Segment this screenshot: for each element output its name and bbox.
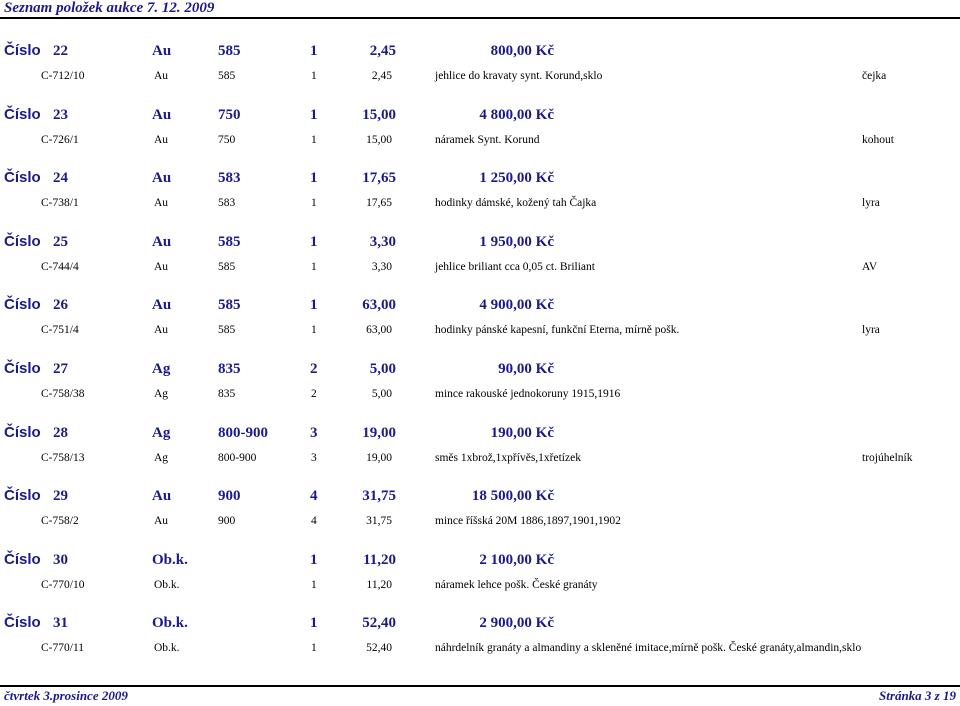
cislo-label: Číslo	[4, 42, 41, 59]
item-detail-row	[0, 131, 960, 149]
item-pieces: 1	[310, 233, 318, 250]
item-metal: Au	[152, 170, 172, 187]
item-price: 1 950,00 Kč	[479, 233, 554, 250]
auction-item	[0, 40, 960, 104]
title-divider	[0, 17, 960, 19]
item-sub-pieces: 3	[311, 451, 317, 464]
item-sub-pieces: 4	[311, 515, 317, 528]
item-tag: lyra	[862, 197, 880, 210]
item-detail-row	[0, 67, 960, 85]
item-sub-metal: Ob.k.	[154, 642, 180, 655]
item-description: jehlice do kravaty synt. Korund,sklo	[435, 70, 603, 82]
item-sub-weight: 17,65	[366, 197, 392, 210]
item-description: směs 1xbrož,1xpřívěs,1xřetízek	[435, 451, 581, 464]
item-sub-metal: Ag	[154, 387, 169, 400]
item-pieces: 4	[310, 488, 318, 505]
item-sub-fineness: 585	[218, 70, 236, 82]
item-code: C-770/10	[41, 578, 85, 591]
item-number: 28	[53, 424, 68, 441]
item-summary-row	[0, 231, 960, 253]
item-detail-row	[0, 194, 960, 212]
item-detail-row	[0, 449, 960, 467]
auction-item	[0, 231, 960, 295]
item-summary-row	[0, 294, 960, 316]
item-number: 23	[53, 106, 68, 123]
item-sub-fineness: 585	[218, 324, 236, 337]
item-detail-row	[0, 321, 960, 339]
item-sub-fineness: 900	[218, 515, 236, 528]
footer-date: čtvrtek 3.prosince 2009	[4, 688, 128, 703]
item-pieces: 1	[310, 297, 318, 314]
item-summary-row	[0, 549, 960, 571]
item-weight: 19,00	[362, 424, 396, 441]
item-fineness: 750	[218, 106, 241, 123]
item-sub-pieces: 1	[311, 70, 317, 82]
item-tag: AV	[862, 260, 878, 273]
item-number: 27	[53, 360, 68, 377]
item-metal: Au	[152, 43, 172, 59]
item-pieces: 2	[310, 360, 318, 377]
item-fineness: 835	[218, 360, 241, 377]
item-sub-metal: Au	[154, 260, 169, 273]
item-detail-row	[0, 258, 960, 276]
auction-item	[0, 294, 960, 358]
item-price: 4 800,00 Kč	[479, 106, 554, 123]
auction-item	[0, 104, 960, 168]
item-description: náramek Synt. Korund	[435, 133, 540, 146]
item-sub-fineness: 585	[218, 260, 236, 273]
item-detail-row	[0, 576, 960, 594]
item-number: 22	[53, 43, 68, 59]
item-sub-weight: 19,00	[366, 451, 392, 464]
auction-item	[0, 549, 960, 613]
cislo-label: Číslo	[4, 487, 41, 505]
item-price: 190,00 Kč	[490, 424, 554, 441]
item-weight: 2,45	[369, 43, 396, 59]
item-number: 31	[53, 615, 68, 632]
item-sub-metal: Au	[154, 133, 169, 146]
item-code: C-758/13	[41, 451, 85, 464]
item-number: 30	[53, 551, 68, 568]
item-fineness: 585	[218, 297, 241, 314]
item-metal: Au	[152, 233, 172, 250]
item-price: 4 900,00 Kč	[479, 297, 554, 314]
cislo-label: Číslo	[4, 423, 41, 441]
item-sub-weight: 63,00	[366, 324, 392, 337]
auction-item	[0, 612, 960, 676]
item-sub-metal: Au	[154, 515, 169, 528]
item-detail-row	[0, 639, 960, 657]
item-sub-weight: 15,00	[366, 133, 392, 146]
item-price: 800,00 Kč	[490, 43, 554, 59]
item-sub-pieces: 1	[311, 642, 317, 655]
item-weight: 3,30	[369, 233, 396, 250]
auction-item-list	[0, 40, 960, 676]
item-price: 90,00 Kč	[498, 360, 554, 377]
cislo-label: Číslo	[4, 359, 41, 377]
item-fineness: 800-900	[218, 424, 268, 441]
item-metal: Au	[152, 297, 172, 314]
item-weight: 11,20	[363, 551, 396, 568]
item-fineness: 585	[218, 43, 241, 59]
item-weight: 5,00	[369, 360, 396, 377]
item-sub-weight: 2,45	[371, 70, 392, 82]
item-sub-weight: 31,75	[366, 515, 392, 528]
item-code: C-758/38	[41, 387, 85, 400]
item-number: 25	[53, 233, 68, 250]
auction-item	[0, 485, 960, 549]
item-code: C-744/4	[41, 260, 79, 273]
item-code: C-726/1	[41, 133, 79, 146]
item-description: náhrdelník granáty a almandiny a skleněné imitace,mírně pošk. České granáty,almandin,sklo	[435, 642, 862, 655]
item-tag: lyra	[862, 324, 880, 337]
item-sub-weight: 52,40	[366, 642, 392, 655]
footer-page-number: Stránka 3 z 19	[879, 688, 956, 703]
cislo-label: Číslo	[4, 232, 41, 250]
item-description: jehlice briliant cca 0,05 ct. Briliant	[435, 260, 595, 273]
item-price: 2 900,00 Kč	[479, 615, 554, 632]
item-pieces: 3	[310, 424, 318, 441]
item-sub-pieces: 1	[311, 260, 317, 273]
item-metal: Ag	[152, 360, 171, 377]
item-weight: 15,00	[362, 106, 396, 123]
item-sub-fineness: 835	[218, 387, 236, 400]
cislo-label: Číslo	[4, 169, 41, 187]
item-metal: Au	[152, 488, 172, 505]
item-metal: Au	[152, 106, 172, 123]
item-price: 2 100,00 Kč	[479, 551, 554, 568]
item-fineness: 583	[218, 170, 241, 187]
item-sub-pieces: 2	[311, 387, 317, 400]
item-summary-row	[0, 358, 960, 380]
item-sub-metal: Ob.k.	[154, 578, 180, 591]
item-detail-row	[0, 512, 960, 530]
item-pieces: 1	[310, 43, 318, 59]
page-title: Seznam položek aukce 7. 12. 2009	[4, 0, 215, 16]
item-number: 29	[53, 488, 68, 505]
item-sub-metal: Au	[154, 197, 169, 210]
item-price: 1 250,00 Kč	[479, 170, 554, 187]
item-tag: čejka	[862, 70, 887, 82]
item-summary-row	[0, 422, 960, 444]
item-description: mince říšská 20M 1886,1897,1901,1902	[435, 515, 621, 528]
item-summary-row	[0, 612, 960, 634]
item-description: hodinky pánské kapesní, funkční Eterna, mírně pošk.	[435, 324, 680, 337]
item-sub-weight: 3,30	[371, 260, 392, 273]
item-sub-metal: Au	[154, 324, 169, 337]
item-description: hodinky dámské, kožený tah Čajka	[435, 197, 597, 210]
item-code: C-758/2	[41, 515, 79, 528]
item-pieces: 1	[310, 551, 318, 568]
item-sub-metal: Au	[154, 70, 169, 82]
item-tag: trojúhelník	[862, 451, 913, 464]
item-sub-pieces: 1	[311, 578, 317, 591]
item-code: C-712/10	[41, 70, 85, 82]
item-code: C-751/4	[41, 324, 79, 337]
item-sub-pieces: 1	[311, 197, 317, 210]
item-metal: Ag	[152, 424, 171, 441]
item-description: náramek lehce pošk. České granáty	[435, 578, 598, 591]
item-summary-row	[0, 485, 960, 507]
item-weight: 17,65	[362, 170, 396, 187]
cislo-label: Číslo	[4, 550, 41, 568]
footer-divider	[0, 685, 960, 687]
item-sub-weight: 5,00	[371, 387, 392, 400]
item-fineness: 585	[218, 233, 241, 250]
item-sub-metal: Ag	[154, 451, 169, 464]
cislo-label: Číslo	[4, 105, 41, 123]
item-sub-pieces: 1	[311, 324, 317, 337]
auction-item	[0, 358, 960, 422]
item-code: C-738/1	[41, 197, 79, 210]
item-pieces: 1	[310, 170, 318, 187]
item-tag: kohout	[862, 133, 894, 146]
item-price: 18 500,00 Kč	[471, 488, 554, 505]
item-summary-row	[0, 40, 960, 62]
item-fineness: 900	[218, 488, 241, 505]
item-pieces: 1	[310, 615, 318, 632]
item-metal: Ob.k.	[152, 551, 188, 568]
item-detail-row	[0, 385, 960, 403]
item-summary-row	[0, 104, 960, 126]
item-weight: 52,40	[362, 615, 396, 632]
cislo-label: Číslo	[4, 614, 41, 632]
auction-item	[0, 422, 960, 486]
item-weight: 31,75	[362, 488, 396, 505]
item-sub-fineness: 750	[218, 133, 236, 146]
item-number: 24	[53, 170, 68, 187]
item-weight: 63,00	[362, 297, 396, 314]
auction-item	[0, 167, 960, 231]
item-sub-weight: 11,20	[366, 578, 392, 591]
item-summary-row	[0, 167, 960, 189]
item-number: 26	[53, 297, 68, 314]
item-sub-fineness: 800-900	[218, 451, 257, 464]
item-code: C-770/11	[41, 642, 85, 655]
item-description: mince rakouské jednokoruny 1915,1916	[435, 387, 621, 400]
cislo-label: Číslo	[4, 296, 41, 314]
item-sub-fineness: 583	[218, 197, 236, 210]
item-sub-pieces: 1	[311, 133, 317, 146]
item-pieces: 1	[310, 106, 318, 123]
item-metal: Ob.k.	[152, 615, 188, 632]
